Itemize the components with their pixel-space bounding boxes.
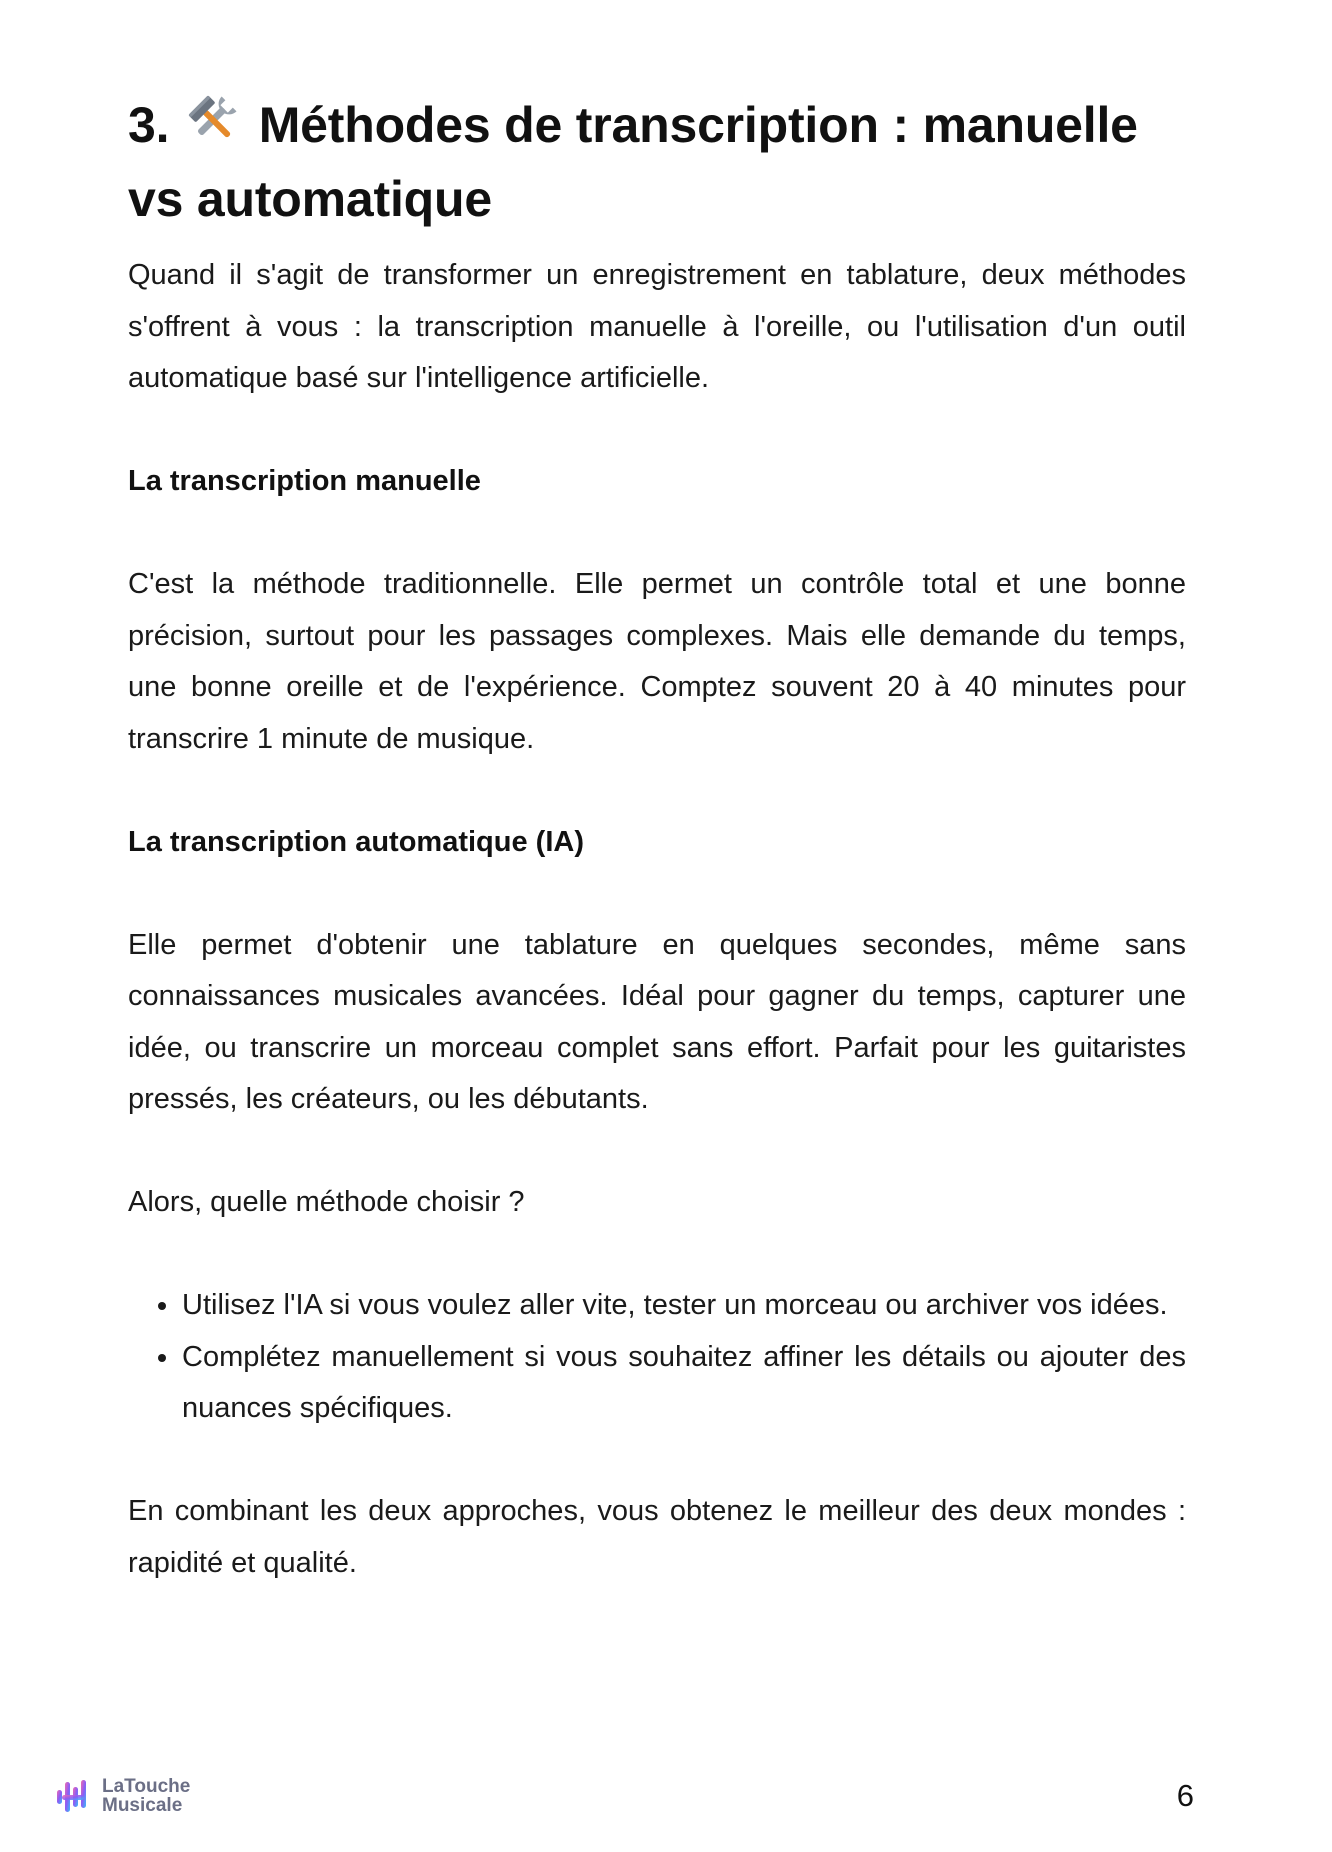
brand-name xyxy=(102,1777,190,1815)
section-title xyxy=(128,88,1186,236)
conclusion-paragraph: En combinant les deux approches, vous obtenez le meilleur des deux mondes : rapidité et qualité. xyxy=(128,1495,1186,1579)
brand-name-line1: LaTouche xyxy=(102,1776,191,1797)
choice-list xyxy=(128,1280,1186,1435)
hammer-and-wrench-icon xyxy=(185,92,241,148)
brand-logo xyxy=(54,1776,190,1816)
manual-paragraph: C'est la méthode traditionnelle. Elle permet un contrôle total et une bonne précision, surtout pour les passages complexes. Mais elle demande du temps, une bonne oreille et de l'expérience. Comptez souvent 20 à 40 minutes pour transcrire 1 minute de musique. xyxy=(128,568,1186,755)
document-page xyxy=(128,88,1186,1589)
list-item: Complétez manuellement si vous souhaitez affiner les détails ou ajouter des nuances spécifiques. xyxy=(182,1332,1186,1435)
page-number: 6 xyxy=(1176,1778,1194,1813)
sound-wave-logo-icon xyxy=(54,1776,94,1816)
list-item: Utilisez l'IA si vous voulez aller vite, tester un morceau ou archiver vos idées. xyxy=(182,1280,1186,1332)
automatic-heading: La transcription automatique (IA) xyxy=(128,825,584,858)
brand-name-line2: Musicale xyxy=(102,1795,183,1816)
manual-heading: La transcription manuelle xyxy=(128,465,481,497)
automatic-paragraph: Elle permet d'obtenir une tablature en quelques secondes, même sans connaissances musicales avancées. Idéal pour gagner du temps, capturer une idée, ou transcrire un morceau complet sans effort. Parfait pour les guitaristes pressés, les créateurs, ou les débutants. xyxy=(128,928,1186,1115)
section-title-text: Méthodes de transcription : manuelle vs automatique xyxy=(128,97,1138,227)
choice-question: Alors, quelle méthode choisir ? xyxy=(128,1186,525,1218)
intro-paragraph: Quand il s'agit de transformer un enregistrement en tablature, deux méthodes s'offrent à vous : la transcription manuelle à l'oreille, ou l'utilisation d'un outil automatique basé sur l'intelligence artificielle. xyxy=(128,259,1186,394)
section-number: 3. xyxy=(128,97,170,153)
